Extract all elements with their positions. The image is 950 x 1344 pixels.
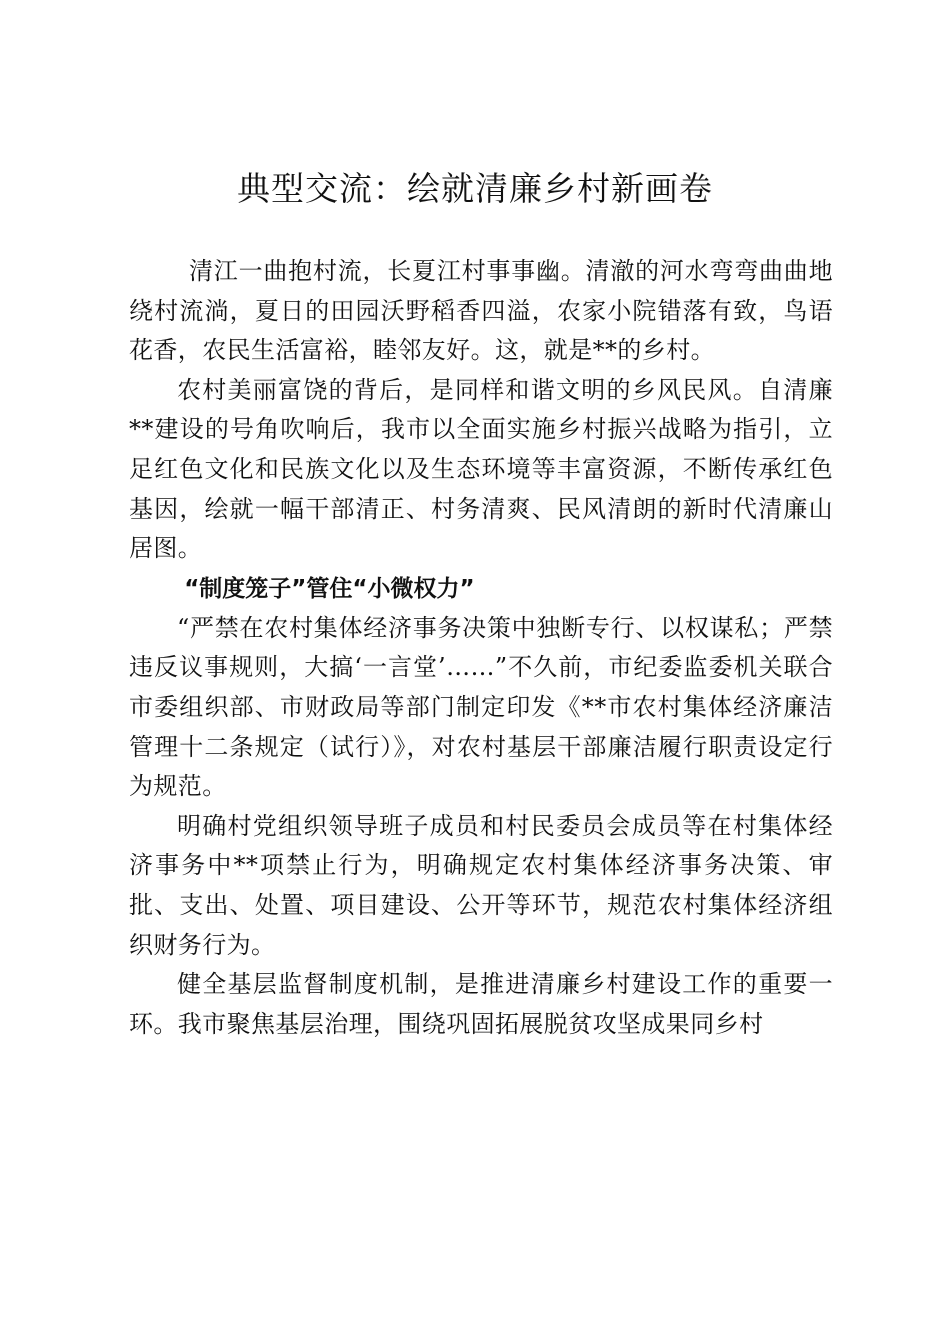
paragraph-background: 农村美丽富饶的背后，是同样和谐文明的乡风民风。自清廉**建设的号角吹响后，我市以全面实施乡村振兴战略为指引，立足红色文化和民族文化以及生态环境等丰富资源，不断传承红色基因，绘就一幅干部清正、村务清爽、民风清朗的新时代清廉山居图。 bbox=[129, 375, 833, 563]
paragraph-prohibitions: 明确村党组织领导班子成员和村民委员会成员等在村集体经济事务中**项禁止行为，明确规定农村集体经济事务决策、审批、支出、处置、项目建设、公开等环节，规范农村集体经济组织财务行为。 bbox=[129, 811, 833, 959]
section-heading: “制度笼子”管住“小微权力” bbox=[184, 575, 475, 602]
paragraph-supervision: 健全基层监督制度机制，是推进清廉乡村建设工作的重要一环。我市聚焦基层治理，围绕巩固拓展脱贫攻坚成果同乡村 bbox=[129, 970, 833, 1038]
page-title: 典型交流：绘就清廉乡村新画卷 bbox=[237, 169, 713, 208]
paragraph-regulation: “严禁在农村集体经济事务决策中独断专行、以权谋私；严禁违反议事规则，大搞‘一言堂’……”不久前，市纪委监委机关联合市委组织部、市财政局等部门制定印发《**市农村集体经济廉洁管理十二条规定（试行）》，对农村基层干部廉洁履行职责设定行为规范。 bbox=[129, 613, 833, 801]
paragraph-intro: 清江一曲抱村流，长夏江村事事幽。清澈的河水弯弯曲曲地绕村流淌，夏日的田园沃野稻香四溢，农家小院错落有致，鸟语花香，农民生活富裕，睦邻友好。这，就是**的乡村。 bbox=[129, 257, 833, 365]
article-body bbox=[129, 252, 833, 1044]
